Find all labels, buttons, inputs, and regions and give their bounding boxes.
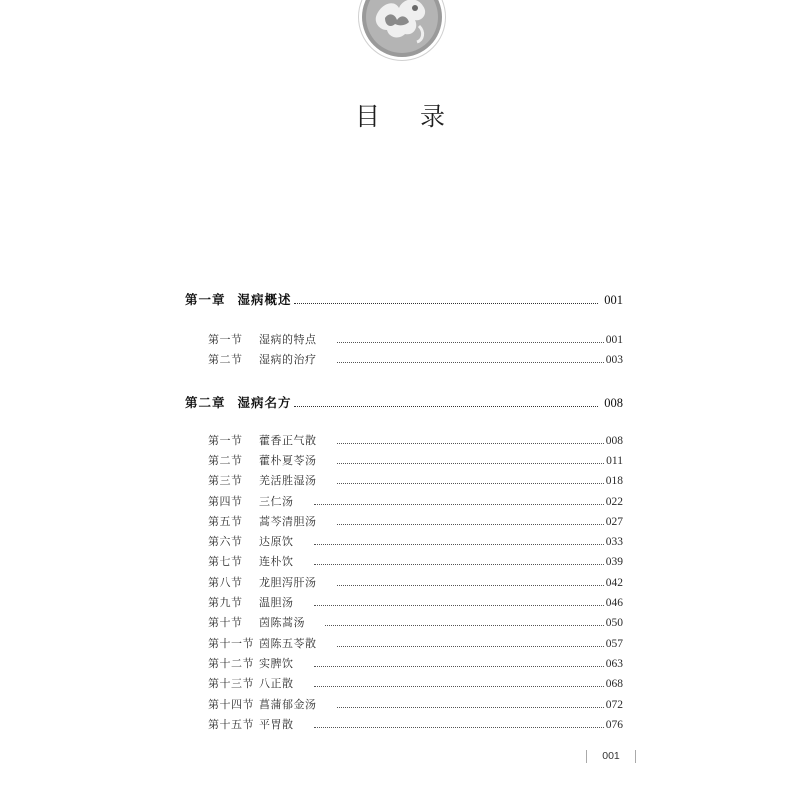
section-entry[interactable]: [208, 635, 623, 651]
chapter-title: 湿病名方: [237, 395, 292, 410]
dot-leader: [337, 524, 604, 525]
section-number: 第九节: [208, 596, 243, 609]
section-entry[interactable]: [208, 655, 623, 671]
section-number: 第五节: [208, 515, 243, 528]
section-title: 藿朴夏苓汤: [259, 454, 317, 467]
dot-leader: [314, 666, 604, 667]
dot-leader: [314, 605, 604, 606]
chapter-entry[interactable]: [185, 393, 623, 411]
section-number: 第三节: [208, 474, 243, 487]
section-title: 湿病的特点: [259, 333, 317, 346]
dot-leader: [314, 564, 604, 565]
section-title: 蒿芩清胆汤: [259, 515, 317, 528]
section-title: 温胆汤: [259, 596, 294, 609]
section-entry[interactable]: [208, 675, 623, 691]
section-entry[interactable]: [208, 452, 623, 468]
section-entry[interactable]: [208, 432, 623, 448]
section-number: 第八节: [208, 576, 243, 589]
dot-leader: [337, 707, 604, 708]
section-title: 龙胆泻肝汤: [259, 576, 317, 589]
section-title: 羌活胜湿汤: [259, 474, 317, 487]
section-title: 实脾饮: [259, 657, 294, 670]
section-number: 第十五节: [208, 718, 254, 731]
section-entry[interactable]: [208, 513, 623, 529]
section-number: 第十节: [208, 616, 243, 629]
section-entry[interactable]: [208, 696, 623, 712]
dot-leader: [337, 342, 604, 343]
section-page: 050: [605, 617, 623, 629]
section-title: 茵陈蒿汤: [259, 616, 305, 629]
section-page: 039: [605, 556, 623, 568]
section-number: 第一节: [208, 333, 243, 346]
dot-leader: [314, 544, 604, 545]
dot-leader: [294, 406, 599, 407]
section-page: 001: [605, 334, 623, 346]
section-page: 063: [605, 658, 623, 670]
section-entry[interactable]: [208, 472, 623, 488]
section-title: 平胃散: [259, 718, 294, 731]
page-number: 001: [586, 750, 636, 763]
section-page: 046: [605, 597, 623, 609]
section-page: 011: [606, 455, 623, 467]
section-title: 茵陈五苓散: [259, 637, 317, 650]
section-page: 042: [605, 577, 623, 589]
section-page: 018: [605, 475, 623, 487]
section-page: 003: [605, 354, 623, 366]
section-title: 菖蒲郁金汤: [259, 698, 317, 711]
section-page: 008: [605, 435, 623, 447]
dot-leader: [314, 727, 604, 728]
chapter-page: 008: [604, 396, 623, 410]
section-title: 三仁汤: [259, 495, 294, 508]
section-number: 第十四节: [208, 698, 254, 711]
section-number: 第二节: [208, 454, 243, 467]
section-page: 022: [605, 496, 623, 508]
chapter-number: 第一章: [185, 292, 226, 307]
chapter-number: 第二章: [185, 395, 226, 410]
section-number: 第一节: [208, 434, 243, 447]
section-number: 第七节: [208, 555, 243, 568]
section-page: 072: [605, 699, 623, 711]
section-page: 033: [605, 536, 623, 548]
dot-leader: [314, 686, 604, 687]
section-entry[interactable]: [208, 574, 623, 590]
section-title: 达原饮: [259, 535, 294, 548]
dot-leader: [314, 504, 604, 505]
dot-leader: [337, 646, 604, 647]
dot-leader: [337, 483, 604, 484]
dot-leader: [337, 463, 605, 464]
section-number: 第二节: [208, 353, 243, 366]
section-number: 第十三节: [208, 677, 254, 690]
section-title: 连朴饮: [259, 555, 294, 568]
section-number: 第十二节: [208, 657, 254, 670]
section-number: 第六节: [208, 535, 243, 548]
section-page: 057: [605, 638, 623, 650]
dot-leader: [325, 625, 604, 626]
section-entry[interactable]: [208, 553, 623, 569]
section-title: 湿病的治疗: [259, 353, 317, 366]
chapter-title: 湿病概述: [237, 292, 292, 307]
section-page: 068: [605, 678, 623, 690]
dot-leader: [337, 585, 604, 586]
section-entry[interactable]: [208, 614, 623, 630]
section-entry[interactable]: [208, 594, 623, 610]
section-page: 027: [605, 516, 623, 528]
chapter-entry[interactable]: [185, 290, 623, 308]
section-page: 076: [605, 719, 623, 731]
section-number: 第四节: [208, 495, 243, 508]
dot-leader: [337, 443, 604, 444]
section-title: 藿香正气散: [259, 434, 317, 447]
section-title: 八正散: [259, 677, 294, 690]
page-title: 目 录: [355, 102, 461, 131]
section-entry[interactable]: [208, 331, 623, 347]
section-entry[interactable]: [208, 533, 623, 549]
dot-leader: [337, 362, 604, 363]
section-number: 第十一节: [208, 637, 254, 650]
dot-leader: [294, 303, 599, 304]
section-entry[interactable]: [208, 716, 623, 732]
section-entry[interactable]: [208, 493, 623, 509]
section-entry[interactable]: [208, 351, 623, 367]
chapter-page: 001: [604, 293, 623, 307]
